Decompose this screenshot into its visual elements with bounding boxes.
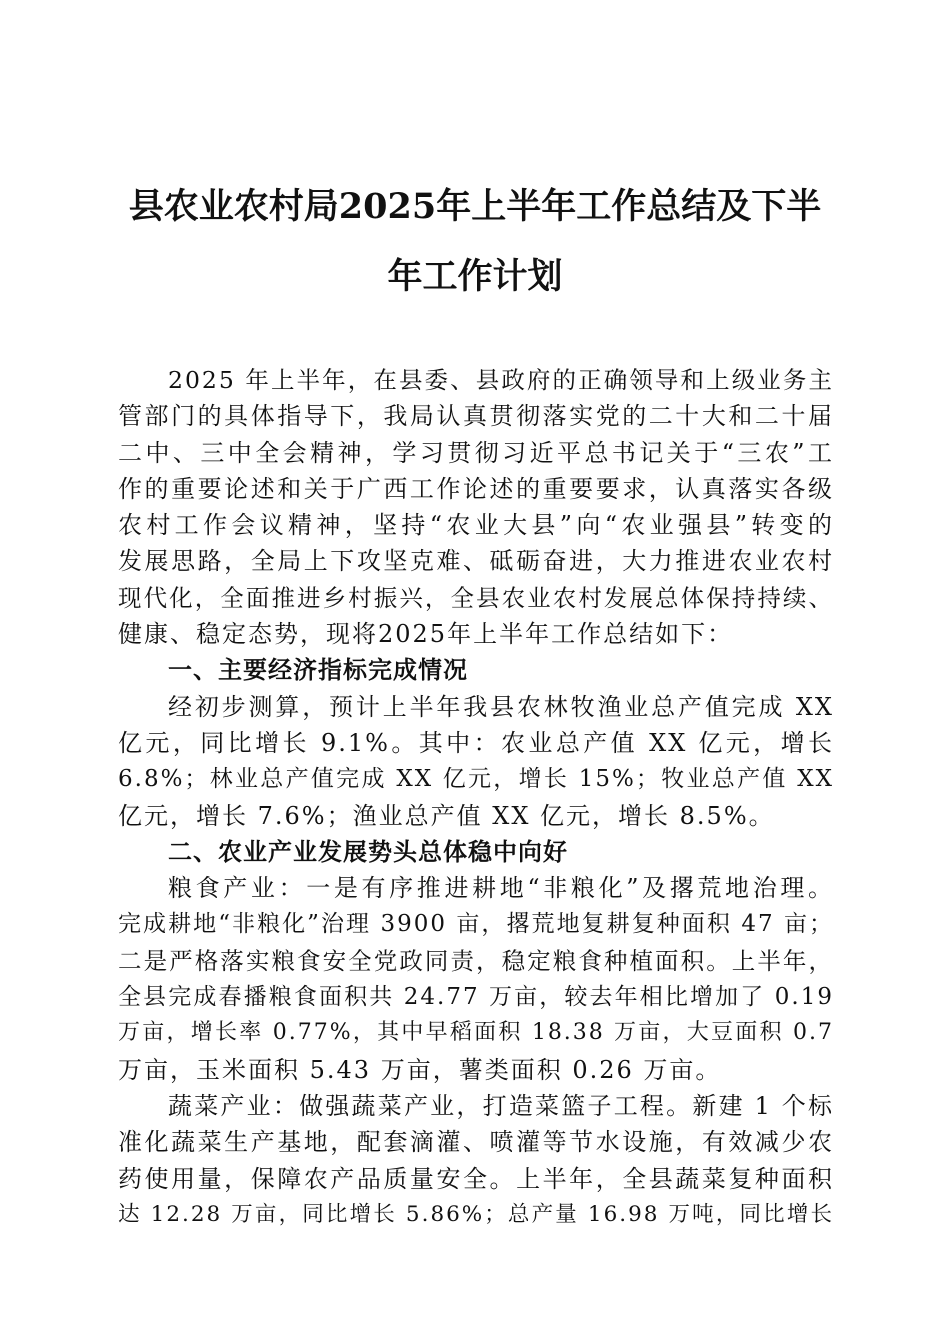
grain-line: 粮食产业：一是有序推进耕地“非粮化”及撂荒地治理。	[168, 874, 834, 903]
section1-line: 6.8%；林业总产值完成 XX 亿元，增长 15%；牧业总产值 XX	[118, 766, 834, 793]
intro-line: 作的重要论述和关于广西工作论述的重要要求，认真落实各级	[118, 474, 834, 503]
vegetable-line: 达 12.28 万亩，同比增长 5.86%；总产量 16.98 万吨，同比增长	[118, 1201, 834, 1227]
grain-line: 全县完成春播粮食面积共 24.77 万亩，较去年相比增加了 0.19	[118, 984, 834, 1011]
document-body	[118, 362, 834, 1233]
intro-line: 二中、三中全会精神，学习贯彻习近平总书记关于“三农”工	[118, 438, 834, 467]
grain-line: 万亩，玉米面积 5.43 万亩，薯类面积 0.26 万亩。	[118, 1055, 722, 1084]
grain-line: 万亩，增长率 0.77%，其中早稻面积 18.38 万亩，大豆面积 0.7	[118, 1020, 834, 1046]
section1-line: 亿元，同比增长 9.1%。其中：农业总产值 XX 亿元，增长	[118, 728, 834, 757]
title-line-1: 县农业农村局2025年上半年工作总结及下半	[128, 186, 822, 227]
vegetable-line: 准化蔬菜生产基地，配套滴灌、喷灌等节水设施，有效减少农	[118, 1128, 834, 1157]
intro-line: 发展思路，全局上下攻坚克难、砥砺奋进，大力推进农业农村	[118, 547, 834, 576]
vegetable-line: 蔬菜产业：做强蔬菜产业，打造菜篮子工程。新建 1 个标	[168, 1091, 834, 1120]
section-heading: 二、农业产业发展势头总体稳中向好	[168, 837, 568, 866]
vegetable-line: 药使用量，保障农产品质量安全。上半年，全县蔬菜复种面积	[118, 1164, 834, 1193]
section1-line: 经初步测算，预计上半年我县农林牧渔业总产值完成 XX	[168, 692, 834, 721]
section-heading: 一、主要经济指标完成情况	[168, 656, 468, 685]
document-title	[100, 172, 850, 312]
intro-line: 现代化，全面推进乡村振兴，全县农业农村发展总体保持持续、	[118, 583, 834, 612]
grain-line: 完成耕地“非粮化”治理 3900 亩，撂荒地复耕复种面积 47 亩；	[118, 911, 834, 938]
grain-line: 二是严格落实粮食安全党政同责，稳定粮食种植面积。上半年，	[118, 946, 834, 975]
intro-line: 管部门的具体指导下，我局认真贯彻落实党的二十大和二十届	[118, 402, 834, 431]
intro-line: 2025 年上半年，在县委、县政府的正确领导和上级业务主	[168, 366, 834, 394]
intro-line: 健康、稳定态势，现将2025年上半年工作总结如下：	[118, 620, 734, 649]
intro-line: 农村工作会议精神，坚持“农业大县”向“农业强县”转变的	[118, 511, 834, 540]
section1-line: 亿元，增长 7.6%；渔业总产值 XX 亿元，增长 8.5%。	[118, 801, 775, 830]
title-line-2: 年工作计划	[387, 256, 563, 297]
